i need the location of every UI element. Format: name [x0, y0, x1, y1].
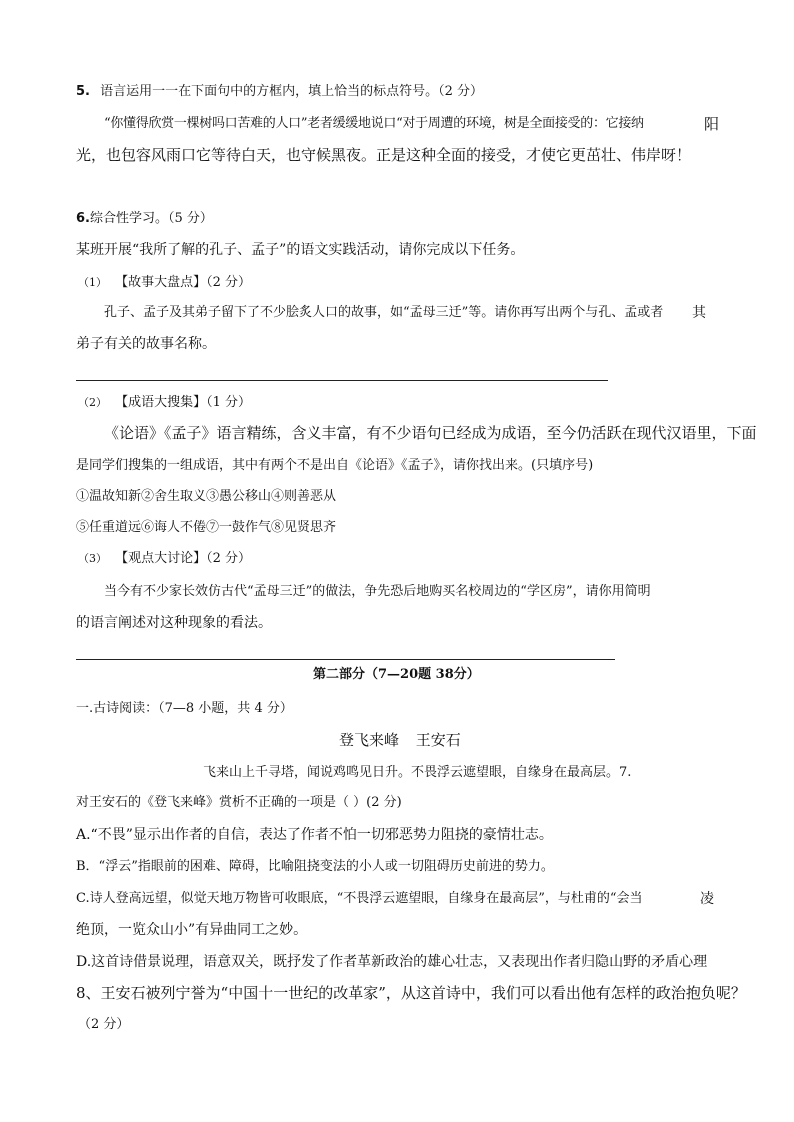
- q6-part2-options2: ⑤任重道远⑥诲人不倦⑦一鼓作气⑧见贤思齐: [76, 520, 337, 535]
- q6-part1-heading: [78, 276, 251, 289]
- q6-number: 6.: [76, 211, 90, 226]
- q6-part1-line1-end: 其: [692, 305, 706, 321]
- q5-passage-line1-end: 阳: [704, 115, 720, 133]
- q6-part2-line1: 《论语》《孟子》语言精练，含义丰富，有不少语句已经成为成语，至今仍活跃在现代汉语里，下面: [104, 424, 757, 442]
- q5-number: 5.: [76, 84, 90, 99]
- poem-header: [339, 733, 461, 748]
- q6-part2-options1: ①温故知新②舍生取义③愚公移山④则善恶从: [76, 489, 337, 504]
- q6-part3-label: （3）: [78, 552, 107, 565]
- q6-part1-line1: 孔子、孟子及其弟子留下了不少脍炙人口的故事，如“孟母三迁”等。请你再写出两个与孔、孟或者: [104, 305, 664, 320]
- q6-part3-line1: 当今有不少家长效仿古代“孟母三迁”的做法，争先恐后地购买名校周边的“学区房”，请你用简明: [104, 584, 651, 599]
- q6-part1-title: 【故事大盘点】（2 分）: [115, 275, 252, 290]
- q5-passage-line2: 光，也包容风雨口它等待白天，也守候黑夜。正是这种全面的接受，才使它更茁壮、伟岸呀！: [76, 146, 692, 164]
- q6-part2-label: （2）: [78, 396, 107, 409]
- q6-part3-heading: [78, 552, 251, 565]
- answer-line-1: [76, 380, 608, 381]
- q6-title: [76, 212, 213, 225]
- q6-part3-title: 【观点大讨论】（2 分）: [115, 551, 252, 566]
- q6-title-text: 综合性学习。（5 分）: [89, 211, 213, 226]
- q7-option-b: B．“浮云”指眼前的困难、障碍，比喻阻挠变法的小人或一切阻碍历史前进的势力。: [76, 859, 554, 874]
- q8-line2: （2 分）: [78, 1017, 130, 1032]
- q7-option-c-line2: 绝顶，一览众山小”有异曲同工之妙。: [76, 922, 308, 938]
- q8-line1: 8、王安石被列宁誉为“中国十一世纪的改革家”，从这首诗中，我们可以看出他有怎样的政治抱负呢？: [76, 984, 746, 1002]
- q7-option-c-line1-end: 凌: [700, 891, 714, 907]
- q7-option-d: D.这首诗借景说理，语意双关，既抒发了作者革新政治的雄心壮志，又表现出作者归隐山野的矛盾心理: [76, 954, 708, 970]
- section1-heading: 一.古诗阅读：（7—8 小题，共 4 分）: [76, 701, 293, 716]
- poem-title: 登飞来峰: [339, 731, 400, 749]
- q6-part2-title: 【成语大搜集】（1 分）: [115, 395, 252, 410]
- answer-line-2: [76, 659, 615, 660]
- q6-part1-label: （1）: [78, 276, 107, 289]
- q5-title: [76, 85, 483, 98]
- poem-author: 王安石: [415, 731, 461, 749]
- q6-part3-line2: 的语言阐述对这种现象的看法。: [76, 615, 272, 631]
- q7-option-c-line1: C.诗人登高远望，似觉天地万物皆可收眼底，“不畏浮云遮望眼，自缘身在最高层”，与杜甫的“会当: [76, 891, 643, 906]
- poem-text: 飞来山上千寻塔，闻说鸡鸣见日升。不畏浮云遮望眼，自缘身在最高层。7.: [203, 765, 632, 780]
- q7-stem: 对王安石的《登飞来峰》赏析不正确的一项是（ ）(2 分): [76, 795, 402, 810]
- q5-passage-line1: “你懂得欣赏一棵树吗口苦难的人口”老者缓缓地说口“对于周遭的环境，树是全面接受的：它接纳: [104, 116, 644, 131]
- part2-heading: 第二部分（7—20题 38分）: [313, 667, 480, 682]
- q7-option-a: A.“不畏”显示出作者的自信，表达了作者不怕一切邪恶势力阻挠的豪情壮志。: [76, 827, 553, 843]
- q6-part2-heading: [78, 396, 251, 409]
- q6-part2-line2: 是同学们搜集的一组成语，其中有两个不是出自《论语》《孟子》，请你找出来。(只填序号): [76, 458, 594, 473]
- q5-title-text: 语言运用一一在下面句中的方框内，填上恰当的标点符号。（2 分）: [100, 84, 484, 99]
- q6-part1-line2: 弟子有关的故事名称。: [76, 336, 216, 352]
- q6-intro: 某班开展“我所了解的孔子、孟子”的语文实践活动，请你完成以下任务。: [76, 242, 525, 258]
